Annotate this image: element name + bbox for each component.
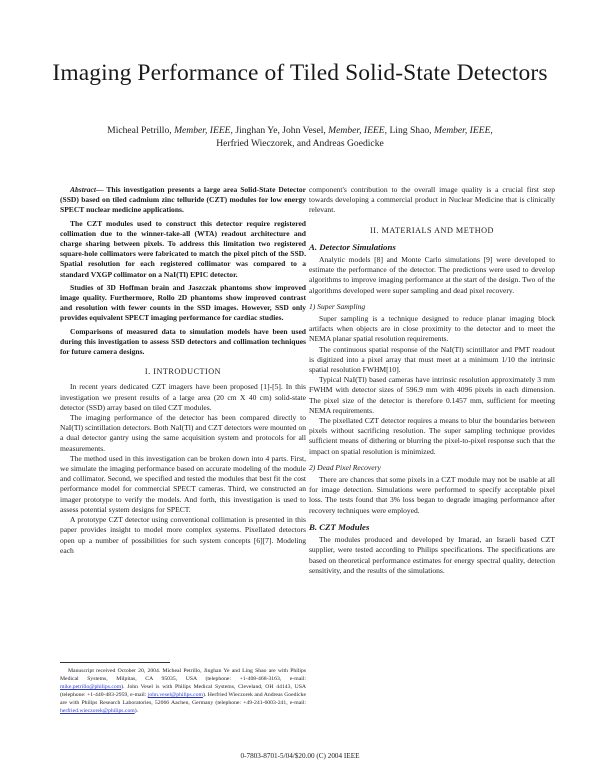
section-heading-introduction: I. INTRODUCTION — [144, 367, 222, 377]
subsection-heading: A. Detector Simulations — [309, 241, 396, 252]
subsubsection-heading: 2) Dead Pixel Recovery — [309, 462, 381, 472]
paper-title: Imaging Performance of Tiled Solid-State Detectors — [52, 60, 548, 86]
abstract-paragraph: Studies of 3D Hoffman brain and Jaszczak phantoms show improved image quality. Furthermore, Rollo 2D phantoms show improved contrast and resolution with fewer counts in the SSD images. However, SSD only provides equivalent SPECT imaging performance for cardiac studies. — [60, 282, 306, 323]
email-link[interactable]: herfried.wieczorek@philips.com — [60, 708, 135, 715]
author-list — [40, 124, 560, 150]
body-paragraph: component's contribution to the overall image quality is a crucial first step towards developing a commercial product in Nuclear Medicine that is clinically relevant. — [309, 185, 555, 215]
author-membership: Member, IEEE, — [433, 125, 493, 136]
author-line-1 — [40, 124, 560, 137]
subsubsection-heading: 1) Super Sampling — [309, 301, 366, 311]
body-paragraph: Super sampling is a technique designed to reduce planar imaging block artifacts when objects are in close proximity to the detector and to meet the NEMA planar spatial resolution requirements. — [309, 314, 555, 344]
footnote-divider — [60, 662, 170, 663]
body-paragraph: The modules produced and developed by Imarad, an Israeli based CZT supplier, were tested according to Philips specifications. The specifications are based on theoretical performance estimates for energy spectral quality, detection sensitivity, and the results of the simulations. — [309, 535, 555, 575]
left-column — [60, 185, 306, 556]
abstract-label: Abstract — [70, 185, 96, 194]
email-link[interactable]: john.vesel@philips.com — [147, 692, 203, 699]
body-paragraph: There are chances that some pixels in a CZT module may not be usable at all for image detection. Simulations were performed to specify acceptable pixel loss. The tests found that 3% loss began to degrade imaging performance after recovery techniques were employed. — [309, 475, 555, 515]
author-membership: Member, IEEE, — [328, 125, 388, 136]
subsection-heading: B. CZT Modules — [309, 521, 370, 532]
author-membership: Member, IEEE, — [174, 125, 233, 136]
right-column — [309, 185, 555, 576]
abstract-paragraph: Abstract— This investigation presents a large area Solid-State Detector (SSD) based on tiled cadmium zinc telluride (CZT) modules for low energy SPECT nuclear medicine applications. — [60, 185, 306, 215]
body-paragraph: The continuous spatial response of the NaI(Tl) scintillator and PMT readout is digitized into a pixel array that must meet at a minimum 1/10 the intrinsic spatial resolution FWHM[10]. — [309, 344, 555, 375]
copyright-footer: 0-7803-8701-5/04/$20.00 (C) 2004 IEEE — [240, 752, 360, 760]
author-name: Micheal Petrillo, — [107, 125, 175, 136]
body-paragraph: A prototype CZT detector using conventional collimation is presented in this paper provides insight to model more complex systems. Pixellated detectors open up a number of possibilities for such system concepts [6][7]. Modeling each — [60, 515, 306, 555]
body-paragraph: In recent years dedicated CZT imagers have been proposed [1]-[5]. In this investigation we present results of a large area (20 cm X 40 cm) solid-state detector (SSD) array based on tiled CZT modules. — [60, 382, 306, 412]
section-heading-materials: II. MATERIALS AND METHOD — [370, 225, 494, 235]
body-paragraph: Analytic models [8] and Monte Carlo simulations [9] were developed to estimate the performance of the detector. The predictions were used to develop algorithms to improve imaging performance at the start of the design. Two of the algorithms developed were super sampling and dead pixel recovery. — [309, 255, 555, 295]
abstract — [60, 185, 306, 357]
abstract-paragraph: Comparisons of measured data to simulation models have been used during this investigation to assess SSD detectors and collimation techniques for future camera designs. — [60, 326, 306, 357]
email-link[interactable]: mike.petrillo@philips.com — [60, 684, 122, 691]
abstract-paragraph: The CZT modules used to construct this detector require registered collimation due to the winner-take-all (WTA) readout architecture and charge sharing between pixels. To address this limitation two registered square-hole collimators were fabricated to match the pixel pitch of the SSD. Spatial resolution for each registered collimator was compared to a standard VXGP collimator on a NaI(Tl) EPIC detector. — [60, 218, 306, 279]
body-paragraph: The imaging performance of the detector has been compared directly to NaI(Tl) scintillation detectors. Both NaI(Tl) and CZT detectors were mounted on a dual detector gantry using the same acquisition system and protocols for all measurements. — [60, 413, 306, 453]
body-paragraph: The method used in this investigation can be broken down into 4 parts. First, we simulate the imaging performance based on accurate modeling of the module and collimator. Second, we specified and tested the modules that best fit the cost performance model for commercial SPECT cameras. Third, we constructed an imager prototype to verify the models. And forth, this investigation is used to assess potential system designs for SPECT. — [60, 453, 306, 514]
author-line-2: Herfried Wieczorek, and Andreas Goedicke — [216, 138, 384, 149]
body-paragraph: Typical NaI(Tl) based cameras have intrinsic resolution approximately 3 mm FWHM with detector sizes of 596.9 mm with 4096 pixels in each dimension. The pixel size of the detector is therefore 0.1457 mm, sufficient for meeting NEMA requirements. — [309, 375, 555, 415]
footnote — [60, 667, 306, 716]
footnote-text: Manuscript received October 20, 2004. Micheal Petrillo, Jinghan Ye and Ling Shao are with Philips Medical Systems, Milpitas, CA 95035, USA (telephone: +1-408-468-3163, e-mail: mike.petrillo@philips.com). John Vesel is with Philips Medical Systems, Cleveland, OH 44143, USA (telephone: +1-440-483-2959, e-mail: john.vesel@philips.com). Herfried Wieczorek and Andreas Goedicke are with Philips Research Laboratories, 52066 Aachen, Germany (telephone: +49-241-6003-241, e-mail: herfried.wieczorek@philips.com). — [60, 668, 306, 715]
body-paragraph: The pixellated CZT detector requires a means to blur the boundaries between pixels without sacrificing resolution. The super sampling technique provides sufficient means of dithering or blurring the pixel-to-pixel response such that the impact on spatial resolution is minimized. — [309, 416, 555, 456]
author-name: Ling Shao, — [387, 125, 434, 136]
author-name: Jinghan Ye, John Vesel, — [232, 125, 329, 136]
